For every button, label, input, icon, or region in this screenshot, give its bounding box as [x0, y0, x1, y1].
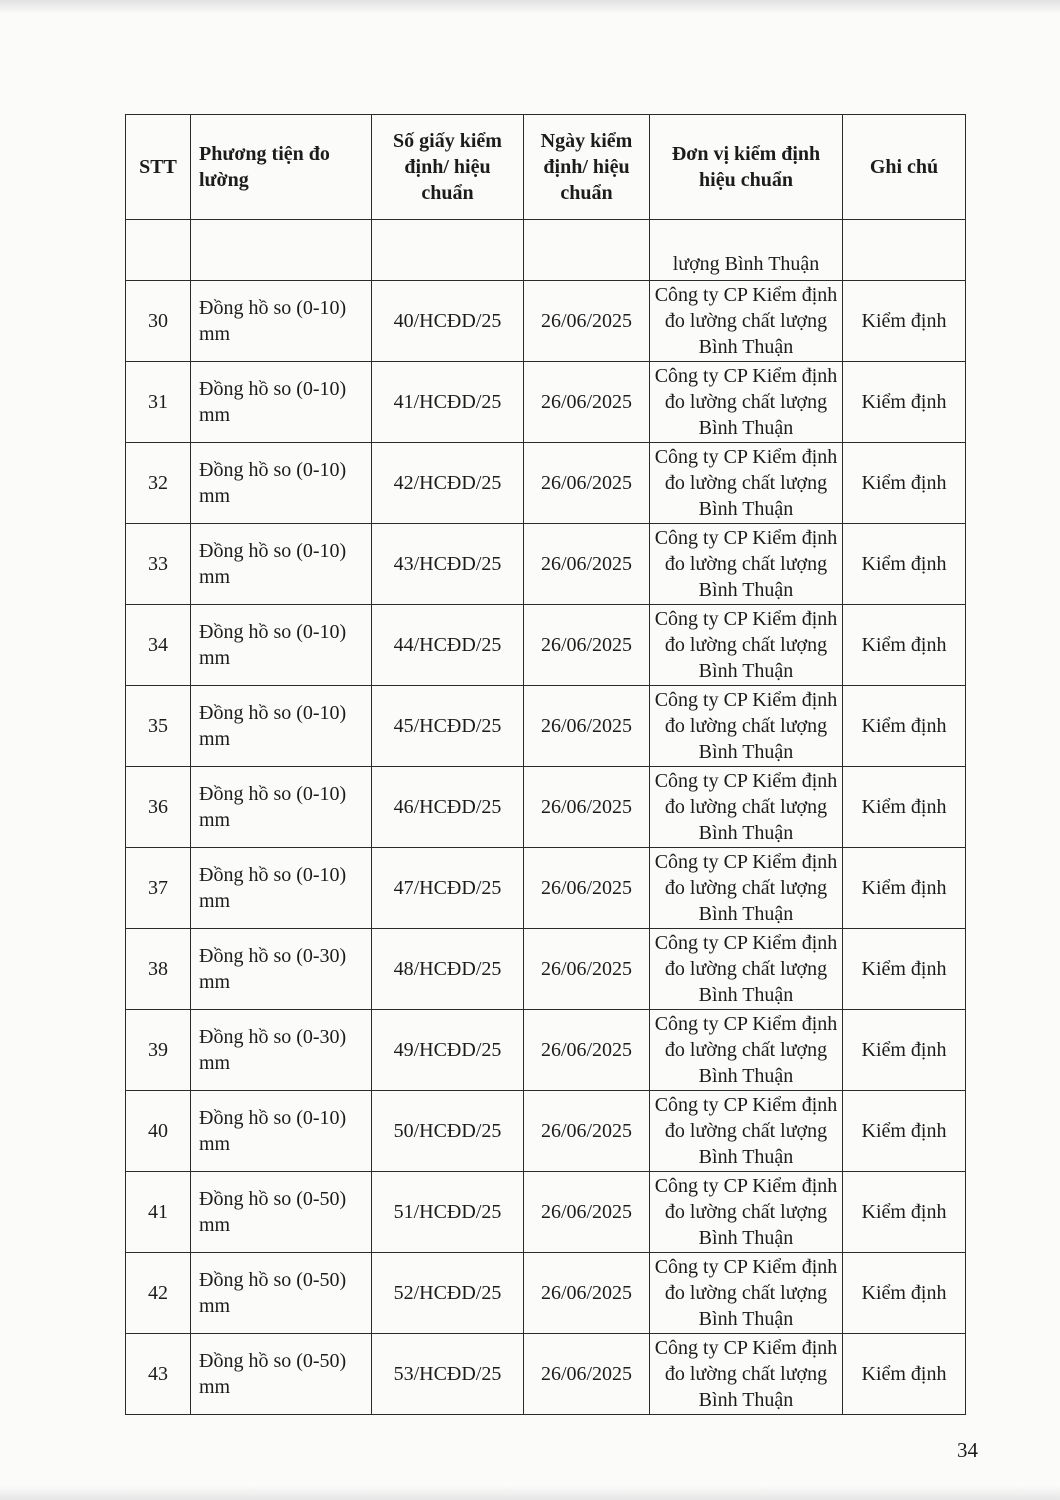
cell-device: Đồng hồ so (0-10) mm: [191, 848, 372, 929]
cell-cert-no: 43/HCĐD/25: [372, 524, 524, 605]
cell-date: 26/06/2025: [524, 1334, 650, 1415]
table-row: [126, 1253, 966, 1334]
cell-note: Kiểm định: [843, 524, 966, 605]
cell-device: Đồng hồ so (0-50) mm: [191, 1172, 372, 1253]
cell-note: Kiểm định: [843, 848, 966, 929]
cell-unit: Công ty CP Kiểm định đo lường chất lượng Bình Thuận: [650, 1091, 843, 1172]
table-header-row: [126, 115, 966, 220]
table-row: [126, 929, 966, 1010]
cell-stt: 35: [126, 686, 191, 767]
cell-device: Đồng hồ so (0-10) mm: [191, 443, 372, 524]
cell-stt: 41: [126, 1172, 191, 1253]
cell-stt: 42: [126, 1253, 191, 1334]
continued-note: [843, 220, 966, 281]
cell-note: Kiểm định: [843, 1091, 966, 1172]
cell-stt: 40: [126, 1091, 191, 1172]
table-row: [126, 767, 966, 848]
scan-top-edge: [0, 0, 1060, 14]
header-stt: STT: [126, 115, 191, 220]
cell-unit: Công ty CP Kiểm định đo lường chất lượng Bình Thuận: [650, 686, 843, 767]
cell-unit: Công ty CP Kiểm định đo lường chất lượng Bình Thuận: [650, 605, 843, 686]
table-row: [126, 686, 966, 767]
cell-device: Đồng hồ so (0-30) mm: [191, 929, 372, 1010]
cell-stt: 34: [126, 605, 191, 686]
table-row: [126, 524, 966, 605]
cell-date: 26/06/2025: [524, 686, 650, 767]
cell-note: Kiểm định: [843, 605, 966, 686]
cell-unit: Công ty CP Kiểm định đo lường chất lượng Bình Thuận: [650, 848, 843, 929]
cell-date: 26/06/2025: [524, 1010, 650, 1091]
cell-date: 26/06/2025: [524, 848, 650, 929]
cell-cert-no: 49/HCĐD/25: [372, 1010, 524, 1091]
header-unit: Đơn vị kiểm định hiệu chuẩn: [650, 115, 843, 220]
cell-unit: Công ty CP Kiểm định đo lường chất lượng Bình Thuận: [650, 1172, 843, 1253]
cell-date: 26/06/2025: [524, 281, 650, 362]
cell-note: Kiểm định: [843, 1253, 966, 1334]
cell-unit: Công ty CP Kiểm định đo lường chất lượng Bình Thuận: [650, 524, 843, 605]
header-date: Ngày kiểm định/ hiệu chuẩn: [524, 115, 650, 220]
table-row: [126, 281, 966, 362]
cell-device: Đồng hồ so (0-10) mm: [191, 362, 372, 443]
cell-device: Đồng hồ so (0-10) mm: [191, 524, 372, 605]
cell-cert-no: 44/HCĐD/25: [372, 605, 524, 686]
cell-cert-no: 46/HCĐD/25: [372, 767, 524, 848]
cell-cert-no: 48/HCĐD/25: [372, 929, 524, 1010]
cell-note: Kiểm định: [843, 1010, 966, 1091]
cell-date: 26/06/2025: [524, 1091, 650, 1172]
cell-date: 26/06/2025: [524, 1253, 650, 1334]
cell-date: 26/06/2025: [524, 605, 650, 686]
cell-device: Đồng hồ so (0-50) mm: [191, 1253, 372, 1334]
header-device: Phương tiện đo lường: [191, 115, 372, 220]
cell-cert-no: 41/HCĐD/25: [372, 362, 524, 443]
cell-cert-no: 47/HCĐD/25: [372, 848, 524, 929]
continued-device: [191, 220, 372, 281]
cell-stt: 30: [126, 281, 191, 362]
cell-date: 26/06/2025: [524, 767, 650, 848]
cell-device: Đồng hồ so (0-10) mm: [191, 686, 372, 767]
cell-cert-no: 52/HCĐD/25: [372, 1253, 524, 1334]
continued-date: [524, 220, 650, 281]
header-note: Ghi chú: [843, 115, 966, 220]
cell-stt: 39: [126, 1010, 191, 1091]
cell-date: 26/06/2025: [524, 1172, 650, 1253]
table-row: [126, 1334, 966, 1415]
cell-cert-no: 42/HCĐD/25: [372, 443, 524, 524]
cell-note: Kiểm định: [843, 1172, 966, 1253]
cell-unit: Công ty CP Kiểm định đo lường chất lượng Bình Thuận: [650, 1010, 843, 1091]
cell-date: 26/06/2025: [524, 524, 650, 605]
cell-stt: 38: [126, 929, 191, 1010]
cell-unit: Công ty CP Kiểm định đo lường chất lượng Bình Thuận: [650, 281, 843, 362]
cell-unit: Công ty CP Kiểm định đo lường chất lượng Bình Thuận: [650, 1334, 843, 1415]
cell-device: Đồng hồ so (0-50) mm: [191, 1334, 372, 1415]
table-row: [126, 362, 966, 443]
cell-stt: 31: [126, 362, 191, 443]
table-row: [126, 1172, 966, 1253]
cell-note: Kiểm định: [843, 281, 966, 362]
cell-cert-no: 45/HCĐD/25: [372, 686, 524, 767]
table-row: [126, 605, 966, 686]
cell-unit: Công ty CP Kiểm định đo lường chất lượng Bình Thuận: [650, 767, 843, 848]
continued-stt: [126, 220, 191, 281]
cell-stt: 32: [126, 443, 191, 524]
cell-stt: 33: [126, 524, 191, 605]
cell-device: Đồng hồ so (0-10) mm: [191, 1091, 372, 1172]
cell-stt: 43: [126, 1334, 191, 1415]
scan-bottom-edge: [0, 1486, 1060, 1500]
cell-cert-no: 50/HCĐD/25: [372, 1091, 524, 1172]
cell-unit: Công ty CP Kiểm định đo lường chất lượng Bình Thuận: [650, 362, 843, 443]
cell-device: Đồng hồ so (0-10) mm: [191, 605, 372, 686]
cell-date: 26/06/2025: [524, 362, 650, 443]
cell-note: Kiểm định: [843, 362, 966, 443]
cell-device: Đồng hồ so (0-10) mm: [191, 767, 372, 848]
cell-cert-no: 53/HCĐD/25: [372, 1334, 524, 1415]
page-number: 34: [957, 1438, 978, 1462]
cell-unit: Công ty CP Kiểm định đo lường chất lượng Bình Thuận: [650, 929, 843, 1010]
header-cert-no: Số giấy kiểm định/ hiệu chuẩn: [372, 115, 524, 220]
cell-note: Kiểm định: [843, 686, 966, 767]
calibration-records-table: [125, 114, 966, 1415]
cell-cert-no: 40/HCĐD/25: [372, 281, 524, 362]
cell-note: Kiểm định: [843, 767, 966, 848]
continued-unit: lượng Bình Thuận: [650, 220, 843, 281]
cell-stt: 36: [126, 767, 191, 848]
cell-unit: Công ty CP Kiểm định đo lường chất lượng Bình Thuận: [650, 1253, 843, 1334]
cell-note: Kiểm định: [843, 929, 966, 1010]
cell-date: 26/06/2025: [524, 929, 650, 1010]
continued-cert-no: [372, 220, 524, 281]
cell-note: Kiểm định: [843, 443, 966, 524]
table-row: [126, 848, 966, 929]
cell-device: Đồng hồ so (0-10) mm: [191, 281, 372, 362]
continued-row: [126, 220, 966, 281]
cell-device: Đồng hồ so (0-30) mm: [191, 1010, 372, 1091]
cell-note: Kiểm định: [843, 1334, 966, 1415]
cell-stt: 37: [126, 848, 191, 929]
cell-cert-no: 51/HCĐD/25: [372, 1172, 524, 1253]
table-row: [126, 1091, 966, 1172]
table-row: [126, 1010, 966, 1091]
cell-unit: Công ty CP Kiểm định đo lường chất lượng Bình Thuận: [650, 443, 843, 524]
cell-date: 26/06/2025: [524, 443, 650, 524]
table-row: [126, 443, 966, 524]
